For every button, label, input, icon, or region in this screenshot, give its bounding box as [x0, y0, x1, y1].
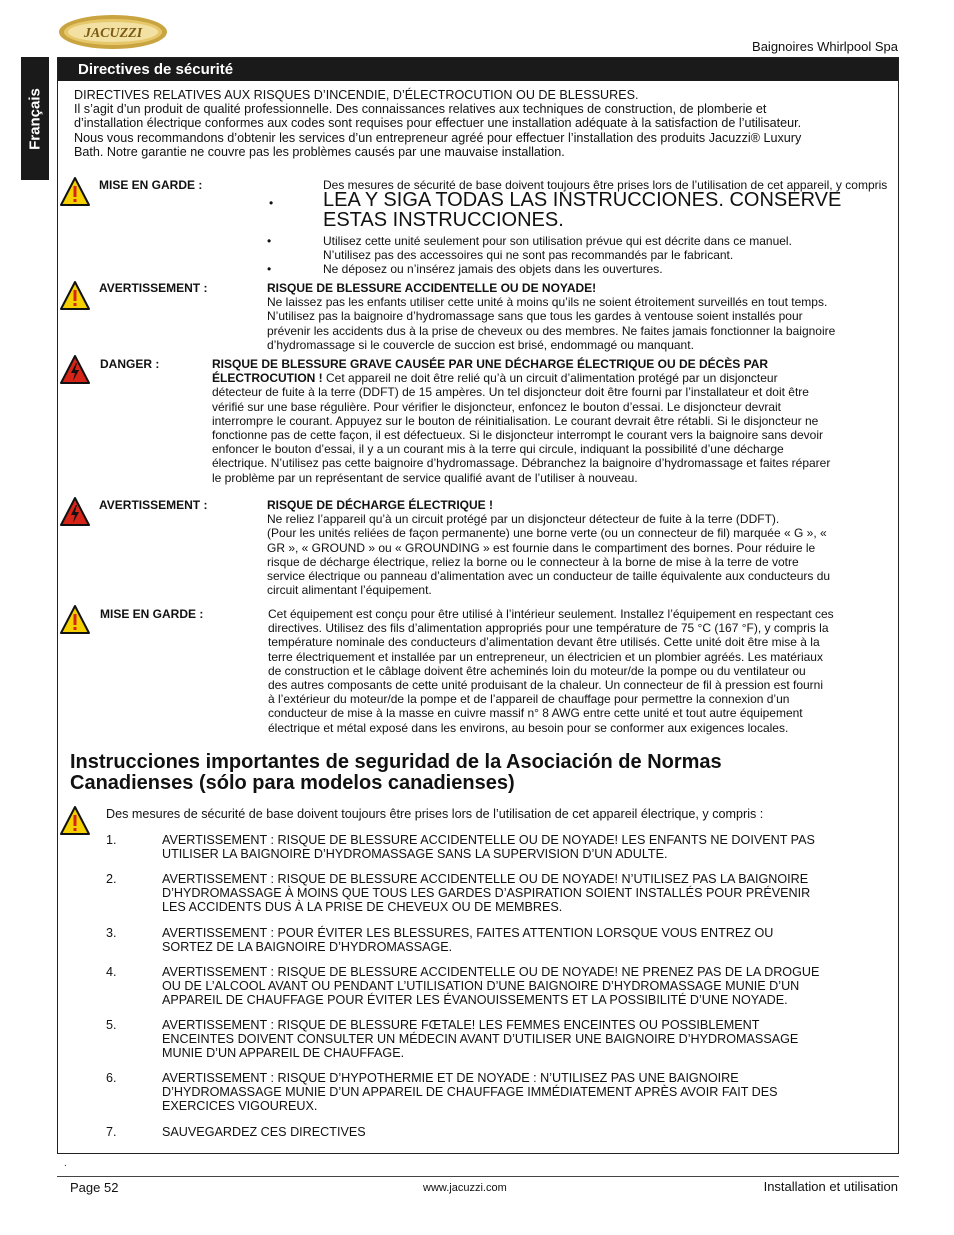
text-line: détecteur de fuite à la terre (DDFT) de 15 ampères. Un tel disjoncteur doit être fourni par l’installateur et doit être — [212, 385, 809, 400]
language-label: Français — [26, 87, 44, 150]
caution-label: MISE EN GARDE : — [100, 607, 204, 621]
text-line: prévenir les accidents dus à la prise de cheveux ou des membres. Ne faites jamais fonctionner la baignoire — [267, 323, 836, 338]
text-line: à l’extérieur du moteur/de la pompe et de l’appareil de chauffage pour permettre la connexion d’un — [268, 692, 790, 707]
list-item — [162, 872, 897, 915]
list-item — [162, 1071, 897, 1114]
intro-text — [74, 88, 894, 159]
caution-text: Des mesures de sécurité de base doivent toujours être prises lors de l’utilisation de cet appareil, y compris — [323, 178, 888, 192]
jacuzzi-logo — [58, 14, 168, 50]
text-line: GR », « GROUND » ou « GROUNDING » est fournie dans le compartiment des bornes. Pour réduire le — [267, 540, 816, 555]
language-tab — [21, 57, 49, 180]
caution-text — [268, 607, 898, 735]
bullet-item: Ne déposez ou n’insérez jamais des objets dans les ouvertures. — [323, 262, 663, 276]
text-line: directives. Utilisez des fils d’alimentation appropriés pour une température de 75 °C (167 °F), y compris la — [268, 621, 829, 636]
intro-line: Nous vous recommandons d’obtenir les services d’un entrepreneur agréé pour effectuer l’installation des produits Jacuzzi® Luxury — [74, 130, 802, 145]
important-notice: LEA Y SIGA TODAS LAS INSTRUCCIONES. CONSERVE ESTAS INSTRUCCIONES. — [323, 189, 842, 231]
list-item — [162, 926, 897, 954]
warning-label: AVERTISSEMENT : — [99, 498, 208, 512]
text-line: enfoncer le bouton d’essai, il y a un courant mis à la terre qui circule, indiquant la possibilité d’une décharge — [212, 442, 784, 457]
text-line: circuit alimentant l’équipement. — [267, 583, 432, 598]
danger-text — [212, 357, 898, 485]
list-line: AVERTISSEMENT : RISQUE DE BLESSURE FŒTALE! LES FEMMES ENCEINTES OU POSSIBLEMENT — [162, 1018, 760, 1032]
list-line: AVERTISSEMENT : RISQUE DE BLESSURE ACCIDENTELLE OU DE NOYADE! LES ENFANTS NE DOIVENT PAS — [162, 833, 815, 847]
warning-triangle-icon — [59, 176, 91, 208]
bullet-item: Utilisez cette unité seulement pour son utilisation prévue qui est décrite dans ce manuel. — [323, 234, 792, 248]
text-line: terre électriquement et installée par un entrepreneur, un électricien et un plombier agréés. Les matériaux — [268, 649, 823, 664]
warning-label: AVERTISSEMENT : — [99, 281, 208, 295]
list-number: 3. — [106, 926, 117, 940]
intro-line: d’installation électrique conformes aux codes sont requises pour effectuer une installation adéquate à la satisfaction de l’utilisateur. — [74, 116, 802, 131]
footer-url[interactable]: www.jacuzzi.com — [423, 1182, 507, 1194]
bullet-marker: • — [269, 196, 274, 210]
text-line: électrique. N’utilisez pas cette baignoire d’hydromassage. Débranchez la baignoire d’hydromassage et faites réparer — [212, 456, 831, 471]
list-number: 7. — [106, 1125, 117, 1139]
list-number: 6. — [106, 1071, 117, 1085]
text-line: d’hydromassage si le couvercle de succion est brisé, endommagé ou manquant. — [267, 337, 694, 352]
list-number: 5. — [106, 1018, 117, 1032]
text-line: le problème par un représentant de service qualifié avant de l’utiliser à nouveau. — [212, 470, 638, 485]
intro-line: DIRECTIVES RELATIVES AUX RISQUES D’INCENDIE, D’ÉLECTROCUTION OU DE BLESSURES. — [74, 88, 639, 102]
list-number: 1. — [106, 833, 117, 847]
danger-heading-end: ÉLECTROCUTION ! — [212, 371, 323, 386]
warning-triangle-icon — [59, 604, 91, 636]
list-number: 2. — [106, 872, 117, 886]
list-line: AVERTISSEMENT : RISQUE D’HYPOTHERMIE ET DE NOYADE : N’UTILISEZ PAS UNE BAIGNOIRE — [162, 1071, 739, 1085]
list-line: SORTEZ DE LA BAIGNOIRE D’HYDROMASSAGE. — [162, 940, 453, 955]
list-item — [162, 1018, 897, 1061]
electric-hazard-icon — [59, 496, 91, 528]
footer-dot: . — [64, 1158, 67, 1169]
text-line: Ne reliez l’appareil qu’à un circuit protégé par un disjoncteur détecteur de fuite à la terre (DDFT). — [267, 512, 780, 527]
list-line: LES ACCIDENTS DUS À LA PRISE DE CHEVEUX OU DE MEMBRES. — [162, 900, 563, 915]
list-item — [162, 833, 897, 861]
text-line: service électrique ou panneau d’alimentation avec un conducteur de taille équivalente aux conducteurs du — [267, 569, 831, 584]
list-number: 4. — [106, 965, 117, 979]
text-line: des autres composants de cette unité produisant de la chaleur. Un connecteur de fil à pression est fourni — [268, 678, 823, 693]
page-number: Page 52 — [70, 1180, 119, 1195]
text-line — [212, 371, 898, 385]
intro-line: Il s’agit d’un produit de qualité professionnelle. Des connaissances relatives aux techniques de construction, de plomberie et — [74, 102, 767, 117]
bullet-item: N’utilisez pas des accessoires qui ne sont pas recommandés par le fabricant. — [323, 248, 734, 262]
text-line: conducteur de mise à la masse en cuivre massif n° 8 AWG entre cette unité et tout autre équipement — [268, 706, 803, 721]
text-line: température nominale des conducteurs d’alimentation devant être utilisés. Cette unité doit être mise à la — [268, 635, 820, 650]
text-line: Ne laissez pas les enfants utiliser cette unité à moins qu’ils ne soient étroitement surveillés en tout temps. — [267, 295, 828, 310]
text-fragment: Cet appareil ne doit être relié qu’à un circuit d’alimentation protégé par un disjoncteur — [322, 371, 778, 386]
list-line: AVERTISSEMENT : RISQUE DE BLESSURE ACCIDENTELLE OU DE NOYADE! NE PRENEZ PAS DE LA DROGUE — [162, 965, 820, 979]
list-line: OU DE L’ALCOOL AVANT OU PENDANT L’UTILISATION D’UNE BAIGNOIRE D’HYDROMASSAGE MUNIE D’UN — [162, 979, 800, 994]
list-line: EXERCICES VIGOUREUX. — [162, 1099, 318, 1114]
list-item — [162, 1125, 897, 1139]
warning-heading: RISQUE DE DÉCHARGE ÉLECTRIQUE ! — [267, 498, 494, 512]
text-line: fonctionne pas de cette façon, il est défectueux. Si le disjoncteur interrompt le courant vers la baignoire sans devoir — [212, 428, 824, 443]
document-title: Baignoires Whirlpool Spa — [752, 39, 898, 54]
text-line: N’utilisez pas la baignoire d’hydromassage sans que tous les gardes à ventouse soient installés pour — [267, 309, 803, 324]
list-line: APPAREIL DE CHAUFFAGE POUR ÉVITER LES ÉVANOUISSEMENTS ET LA POSSIBILITÉ D’UNE NOYADE. — [162, 993, 788, 1008]
bullet-marker: • — [267, 234, 272, 248]
danger-label: DANGER : — [100, 357, 160, 371]
text-line: Cet équipement est conçu pour être utilisé à l’intérieur seulement. Installez l’équipement en respectant ces — [268, 607, 834, 621]
list-line: AVERTISSEMENT : RISQUE DE BLESSURE ACCIDENTELLE OU DE NOYADE! N’UTILISEZ PAS LA BAIGNOIRE — [162, 872, 809, 886]
text-line: électrique et métal exposé dans les environs, au besoin pour se conformer aux exigences locales. — [268, 720, 789, 735]
warning-triangle-icon — [59, 805, 91, 837]
list-line: D’HYDROMASSAGE À MOINS QUE TOUS LES GARDES D’ASPIRATION SOIENT INSTALLÉS POUR PRÉVENIR — [162, 886, 811, 901]
logo-text: JACUZZI — [83, 26, 143, 41]
electric-hazard-icon — [59, 354, 91, 386]
caution-label: MISE EN GARDE : — [99, 178, 203, 192]
danger-heading: RISQUE DE BLESSURE GRAVE CAUSÉE PAR UNE DÉCHARGE ÉLECTRIQUE OU DE DÉCÈS PAR — [212, 357, 769, 371]
footer-divider — [57, 1176, 899, 1177]
warning-text — [267, 498, 897, 597]
heading-line: Instrucciones importantes de seguridad de la Asociación de Normas — [70, 751, 722, 773]
list-line: ENCEINTES DOIVENT CONSULTER UN MÉDECIN AVANT D’UTILISER UNE BAIGNOIRE D’HYDROMASSAGE — [162, 1032, 799, 1047]
list-line: SAUVEGARDEZ CES DIRECTIVES — [162, 1125, 366, 1139]
warning-triangle-icon — [59, 280, 91, 312]
warning-heading: RISQUE DE BLESSURE ACCIDENTELLE OU DE NOYADE! — [267, 281, 597, 295]
list-item — [162, 965, 897, 1008]
text-line: de construction et le câblage doivent être acheminés loin du moteur/de la pompe ou du ventilateur ou — [268, 663, 806, 678]
intro-line: Bath. Notre garantie ne couvre pas les problèmes causés par une mauvaise installation. — [74, 144, 565, 159]
footer-section: Installation et utilisation — [763, 1179, 898, 1194]
text-line: risque de décharge électrique, reliez la borne ou le connecteur à la borne de mise à la terre de votre — [267, 554, 799, 569]
list-line: D’HYDROMASSAGE MUNIE D’UN APPAREIL DE CHAUFFAGE IMMÉDIATEMENT APRÈS AVOIR FAIT DES — [162, 1085, 778, 1100]
heading-line: Canadienses (sólo para modelos canadienses) — [70, 772, 515, 794]
section-intro: Des mesures de sécurité de base doivent toujours être prises lors de l’utilisation de cet appareil électrique, y compris : — [106, 807, 764, 821]
text-line: interrompre le courant. Appuyez sur le bouton de réinitialisation. Le courant devrait être rétabli. Si le disjoncteur ne — [212, 413, 819, 428]
section-title: Directives de sécurité — [58, 58, 898, 81]
text-line: vérifié sur une base régulière. Pour vérifier le disjoncteur, enfoncez le bouton d’essai. Le disjoncteur devrait — [212, 399, 781, 414]
list-line: AVERTISSEMENT : POUR ÉVITER LES BLESSURES, FAITES ATTENTION LORSQUE VOUS ENTREZ OU — [162, 926, 774, 940]
warning-text — [267, 281, 897, 352]
bullet-marker: • — [267, 262, 272, 276]
section-heading — [70, 752, 890, 794]
list-line: MUNIE D’UN APPAREIL DE CHAUFFAGE. — [162, 1046, 405, 1061]
text-line: (Pour les unités reliées de façon permanente) une borne verte (ou un connecteur de fil) marquée « G », « — [267, 526, 827, 541]
list-line: UTILISER LA BAIGNOIRE D’HYDROMASSAGE SANS LA SUPERVISION D’UN ADULTE. — [162, 847, 668, 862]
